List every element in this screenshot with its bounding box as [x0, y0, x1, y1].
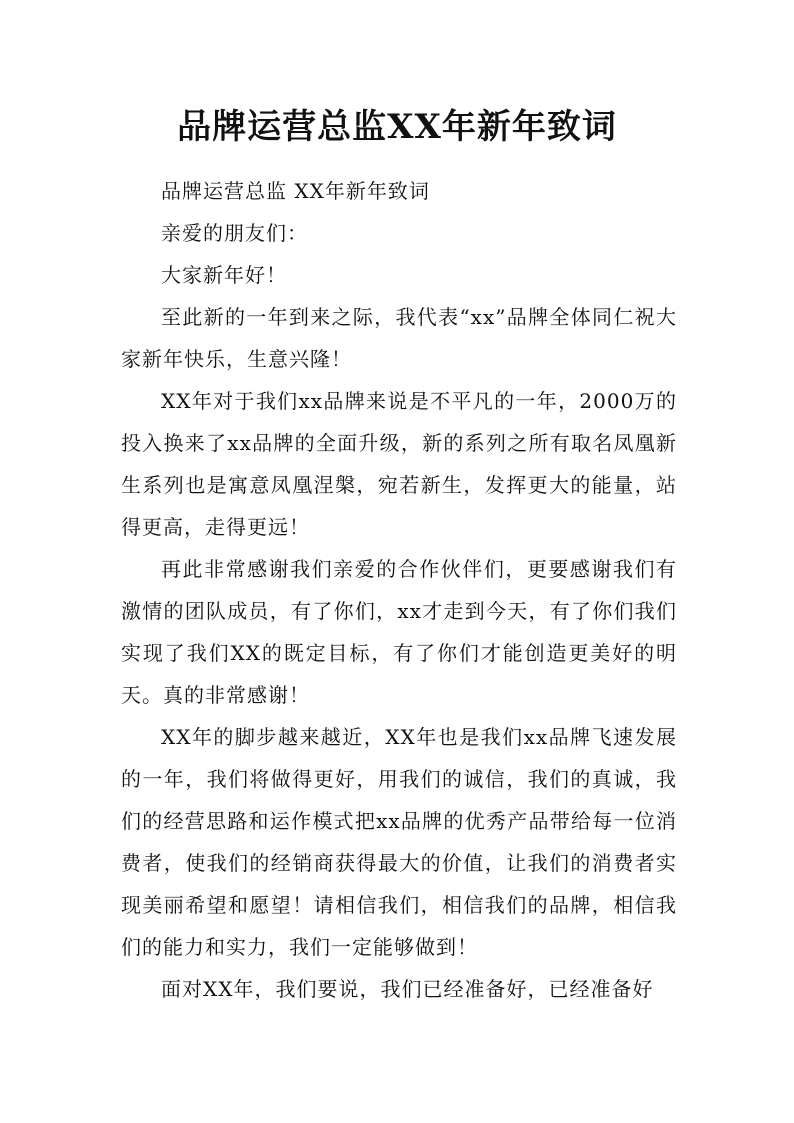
paragraph-greeting: 亲爱的朋友们：	[161, 221, 308, 245]
paragraph-subtitle: 品牌运营总监 XX年新年致词	[161, 179, 430, 203]
paragraph-readiness: 面对XX年，我们要说，我们已经准备好，已经准备好	[161, 977, 654, 1001]
paragraph-brand-upgrade: XX年对于我们xx品牌来说是不平凡的一年，2000万的投入换来了xx品牌的全面升级，新的系列之所有取名凤凰新生系列也是寓意凤凰涅槃，宛若新生，发挥更大的能量，站得更高，走得更远！	[121, 389, 677, 539]
paragraph-new-year-wish: 大家新年好！	[161, 263, 287, 287]
document-body	[121, 170, 677, 1010]
paragraph-thanks: 再此非常感谢我们亲爱的合作伙伴们，更要感谢我们有激情的团队成员，有了你们，xx才走到今天，有了你们我们实现了我们XX的既定目标，有了你们才能创造更美好的明天。真的非常感谢！	[121, 557, 677, 707]
document-title: 品牌运营总监XX年新年致词	[177, 107, 617, 147]
paragraph-future: XX年的脚步越来越近，XX年也是我们xx品牌飞速发展的一年，我们将做得更好，用我们的诚信，我们的真诚，我们的经营思路和运作模式把xx品牌的优秀产品带给每一位消费者，使我们的经销商获得最大的价值，让我们的消费者实现美丽希望和愿望！请相信我们，相信我们的品牌，相信我们的能力和实力，我们一定能够做到！	[121, 725, 677, 959]
paragraph-blessing: 至此新的一年到来之际，我代表“xx”品牌全体同仁祝大家新年快乐，生意兴隆！	[121, 305, 677, 371]
